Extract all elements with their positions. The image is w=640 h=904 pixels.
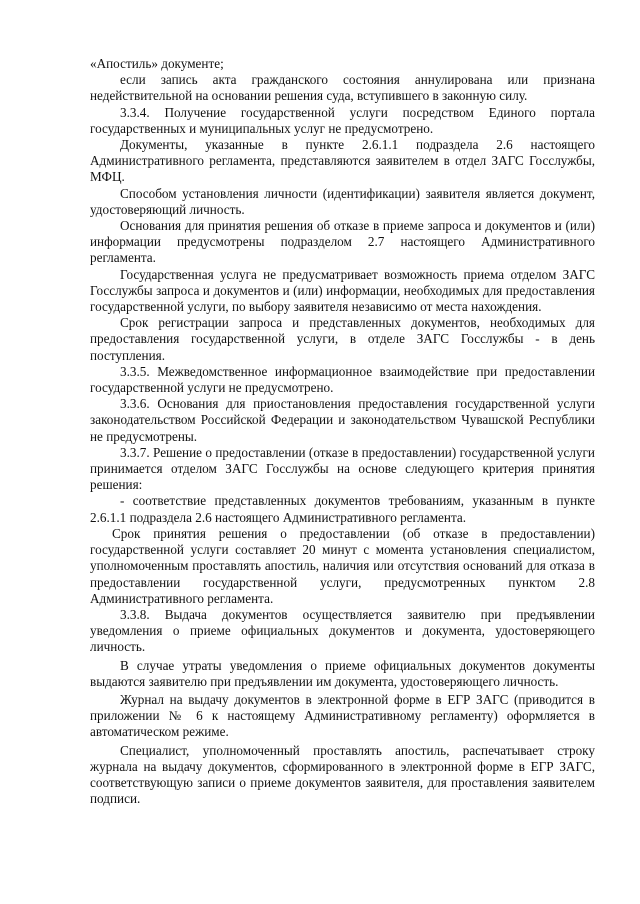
document-page xyxy=(90,56,595,807)
paragraph-3-3-6: 3.3.6. Основания для приостановления предоставления государственной услуги законодательством Российской Федерации и законодательством Чувашской Республики не предусмотрены. xyxy=(90,396,595,444)
paragraph-refusal-grounds: Основания для принятия решения об отказе в приеме запроса и документов и (или) информации предусмотрены подразделом 2.7 настоящего Административного регламента. xyxy=(90,218,595,266)
paragraph-identification: Способом установления личности (идентификации) заявителя является документ, удостоверяющий личность. xyxy=(90,185,595,217)
paragraph-apostille-document: «Апостиль» документе; xyxy=(90,56,224,71)
paragraph-no-extraterritorial: Государственная услуга не предусматривает возможность приема отделом ЗАГС Госслужбы запроса и документов и (или) информации, необходимых для предоставления государственной услуги, по выбору заявителя независимо от места нахождения. xyxy=(90,266,595,315)
paragraph-3-3-8: 3.3.8. Выдача документов осуществляется заявителю при предъявлении уведомления о приеме официальных документов и документа, удостоверяющего личность. xyxy=(90,606,595,655)
paragraph-lost-notice: В случае утраты уведомления о приеме официальных документов документы выдаются заявителю при предъявлении им документа, удостоверяющего личность. xyxy=(90,657,595,689)
paragraph-3-3-5: 3.3.5. Межведомственное информационное взаимодействие при предоставлении государственной услуги не предусмотрено. xyxy=(90,363,595,396)
paragraph-3-3-7: 3.3.7. Решение о предоставлении (отказе в предоставлении) государственной услуги принимается отделом ЗАГС Госслужбы на основе следующего критерия принятия решения: xyxy=(90,444,595,493)
paragraph-registration-term: Срок регистрации запроса и представленных документов, необходимых для предоставления государственной услуги, в отделе ЗАГС Госслужбы - в день поступления. xyxy=(90,315,595,363)
paragraph-specialist-prints: Специалист, уполномоченный проставлять апостиль, распечатывает строку журнала на выдачу документов, сформированного в электронной форме в ЕГР ЗАГС, соответствующую записи о приеме документов заявителя, для проставления заявителем подписи. xyxy=(90,742,595,807)
paragraph-record-annulled: если запись акта гражданского состояния аннулирована или признана недействительной на основании решения суда, вступившего в законную силу. xyxy=(90,72,595,104)
paragraph-criterion: - соответствие представленных документов требованиям, указанным в пункте 2.6.1.1 подраздела 2.6 настоящего Административного регламента. xyxy=(90,493,595,525)
paragraph-journal: Журнал на выдачу документов в электронной форме в ЕГР ЗАГС (приводится в приложении № 6 к настоящему Административному регламенту) оформляется в автоматическом режиме. xyxy=(90,691,595,740)
paragraph-documents-submitted: Документы, указанные в пункте 2.6.1.1 подраздела 2.6 настоящего Административного регламента, представляются заявителем в отдел ЗАГС Госслужбы, МФЦ. xyxy=(90,137,595,185)
paragraph-decision-term: Срок принятия решения о предоставлении (об отказе в предоставлении) государственной услуги составляет 20 минут с момента установления специалистом, уполномоченным проставлять апостиль, наличия или отсутствия оснований для отказа в предоставлении государственной услуги, предусмотренных пунктом 2.8 Административного регламента. xyxy=(90,525,595,606)
paragraph-3-3-4: 3.3.4. Получение государственной услуги посредством Единого портала государственных и муниципальных услуг не предусмотрено. xyxy=(90,104,595,136)
